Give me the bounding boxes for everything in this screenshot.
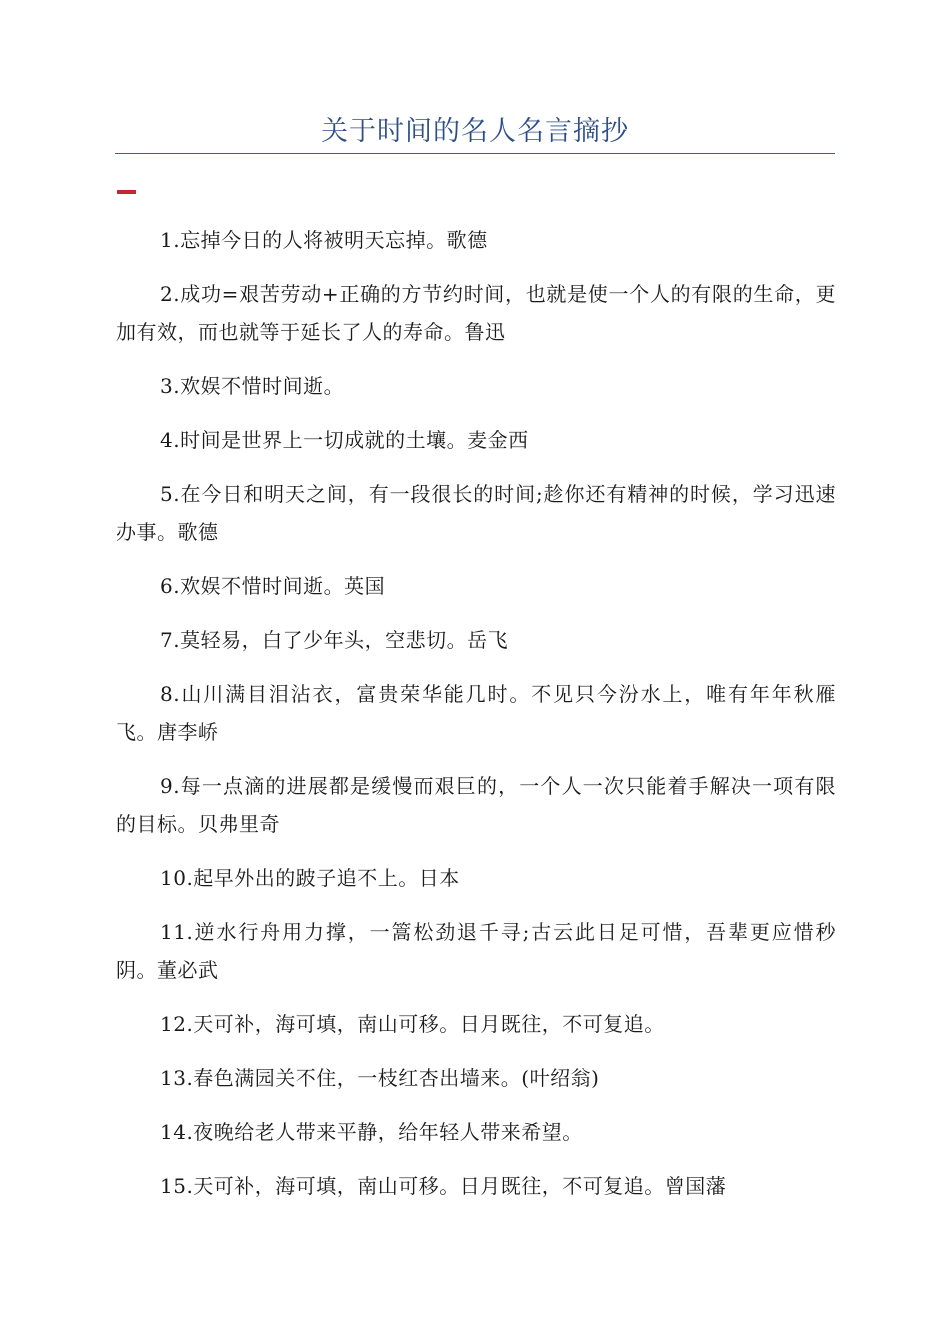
quote-item: 15.天可补，海可填，南山可移。日月既往，不可复追。曾国藩 [160, 1174, 727, 1198]
quote-list [116, 221, 836, 1221]
quote-item: 13.春色满园关不住，一枝红杏出墙来。(叶绍翁) [160, 1066, 600, 1090]
quote-item: 5.在今日和明天之间，有一段很长的时间;趁你还有精神的时候，学习迅速办事。歌德 [116, 482, 836, 544]
quote-item: 1.忘掉今日的人将被明天忘掉。歌德 [160, 228, 488, 252]
quote-item: 10.起早外出的跛子追不上。日本 [160, 866, 460, 890]
quote-item: 7.莫轻易，白了少年头，空悲切。岳飞 [160, 628, 509, 652]
quote-item: 14.夜晚给老人带来平静，给年轻人带来希望。 [160, 1120, 583, 1144]
quote-item: 12.天可补，海可填，南山可移。日月既往，不可复追。 [160, 1012, 665, 1036]
quote-item: 3.欢娱不惜时间逝。 [160, 374, 345, 398]
document-title: 关于时间的名人名言摘抄 [321, 116, 629, 147]
quote-item: 2.成功=艰苦劳动+正确的方节约时间，也就是使一个人的有限的生命，更加有效，而也就等于延长了人的寿命。鲁迅 [116, 282, 836, 344]
quote-item: 11.逆水行舟用力撑，一篙松劲退千寻;古云此日足可惜，吾辈更应惜秒阴。董必武 [116, 920, 836, 982]
title-underline [115, 153, 835, 154]
quote-item: 8.山川满目泪沾衣，富贵荣华能几时。不见只今汾水上，唯有年年秋雁飞。唐李峤 [116, 682, 836, 744]
quote-item: 4.时间是世界上一切成就的土壤。麦金西 [160, 428, 529, 452]
quote-item: 6.欢娱不惜时间逝。英国 [160, 574, 386, 598]
quote-item: 9.每一点滴的进展都是缓慢而艰巨的，一个人一次只能着手解决一项有限的目标。贝弗里奇 [116, 774, 836, 836]
section-marker [117, 190, 136, 194]
